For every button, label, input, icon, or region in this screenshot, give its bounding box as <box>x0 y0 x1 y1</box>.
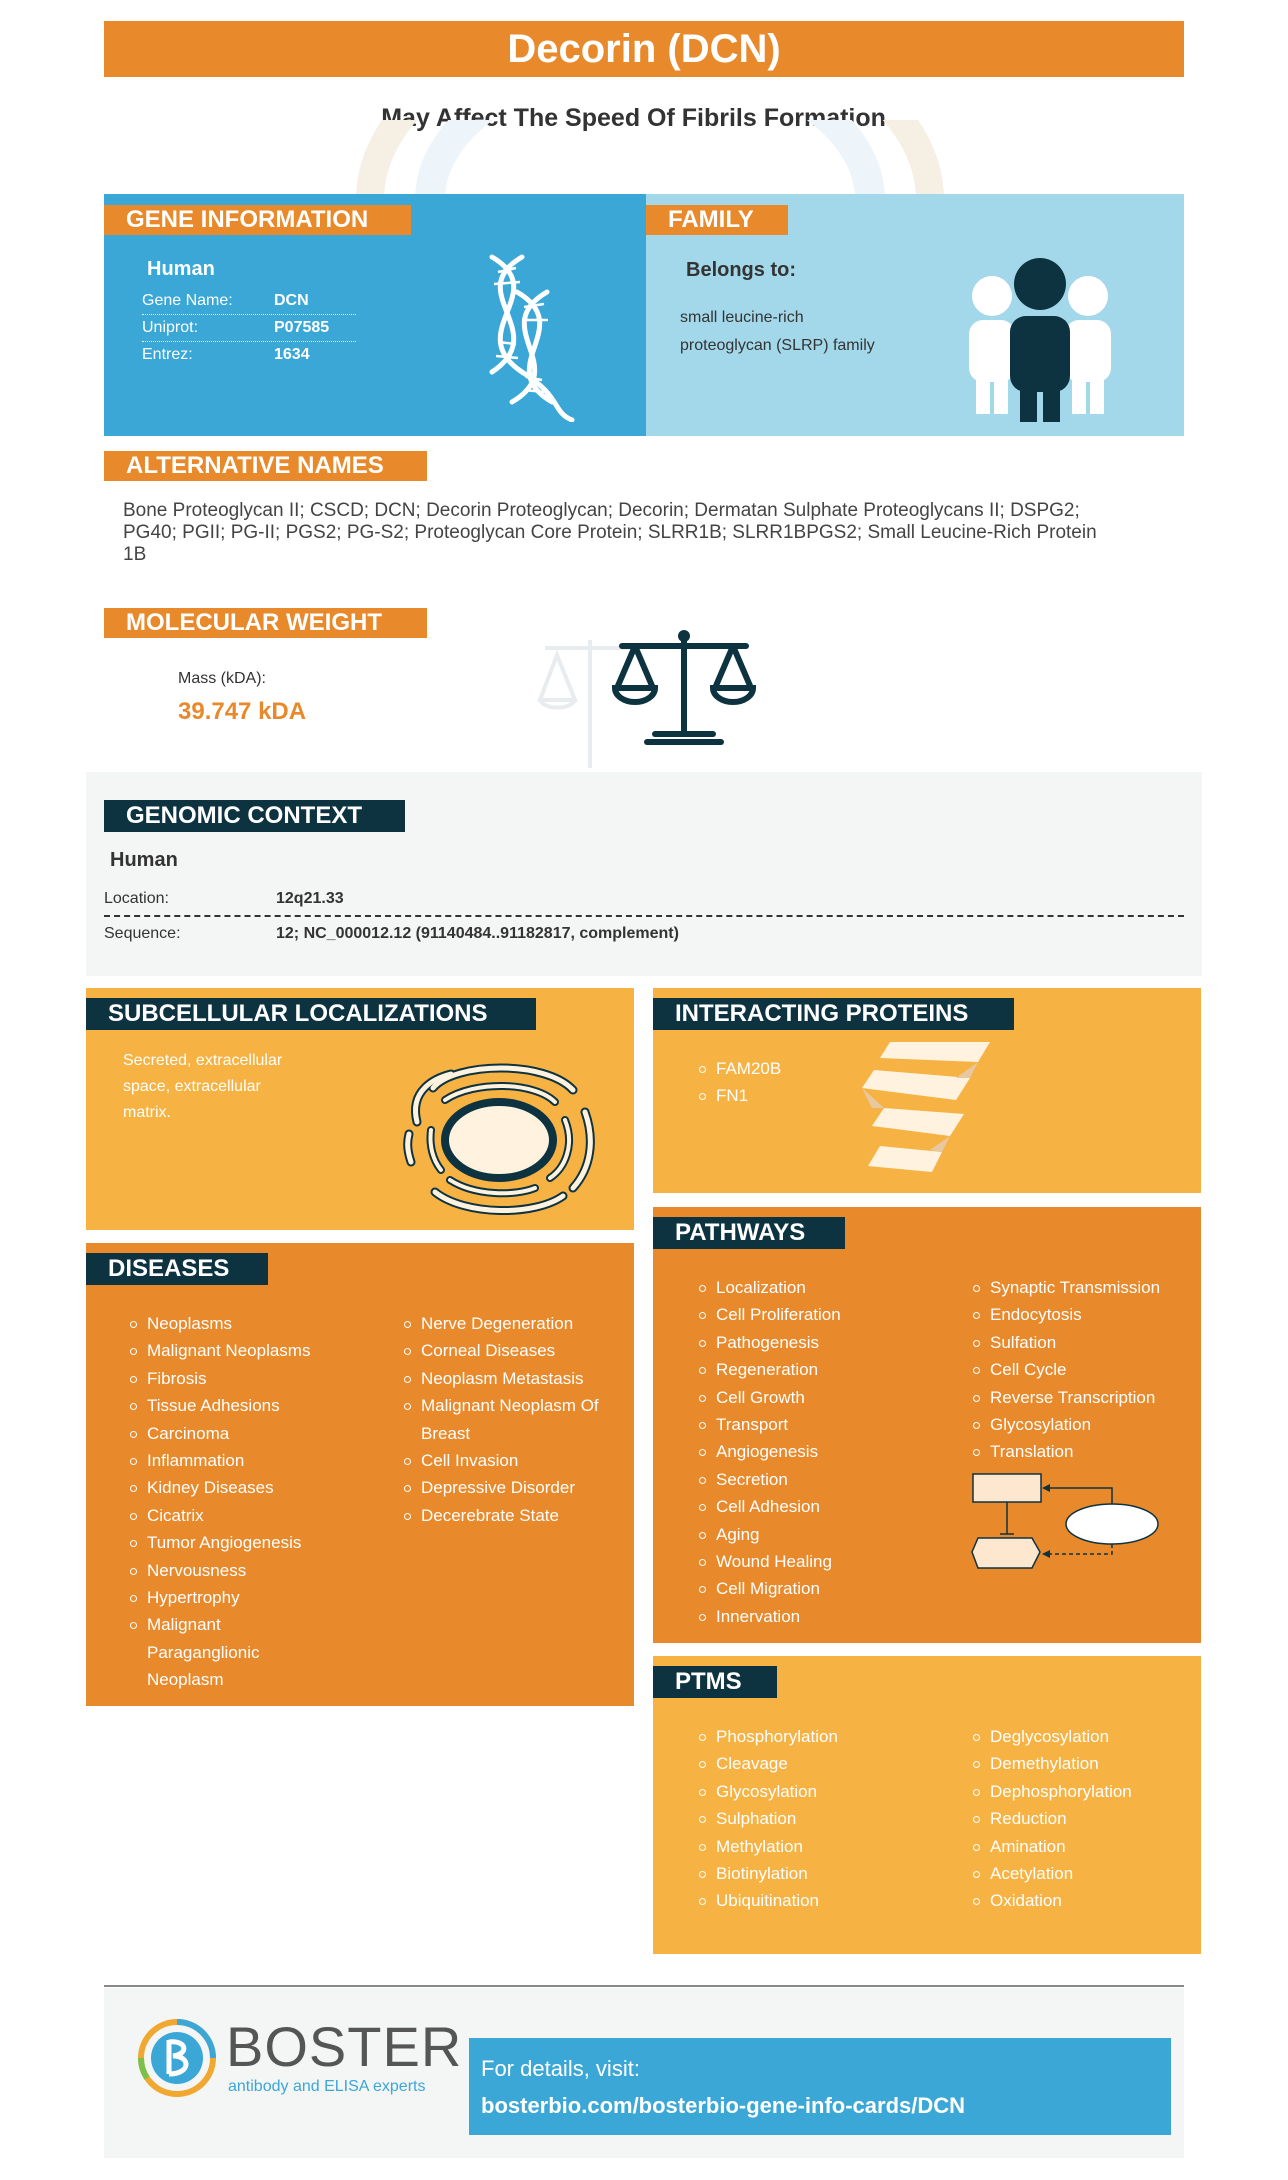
list-item: Amination <box>971 1833 1196 1860</box>
list-item: Inflammation <box>128 1447 328 1474</box>
uniprot-value: P07585 <box>274 319 330 336</box>
mass-label: Mass (kDA): <box>178 670 266 687</box>
list-item: FAM20B <box>697 1055 781 1082</box>
list-item: Ubiquitination <box>697 1887 937 1914</box>
list-item: Cicatrix <box>128 1502 328 1529</box>
list-item: Biotinylation <box>697 1860 937 1887</box>
uniprot-row <box>142 315 356 342</box>
entrez-label: Entrez: <box>142 346 193 363</box>
list-item: Kidney Diseases <box>128 1474 328 1501</box>
mass-value: 39.747 kDA <box>178 698 307 725</box>
list-item: Regeneration <box>697 1356 937 1383</box>
molecular-weight-header: MOLECULAR WEIGHT <box>104 608 427 638</box>
balance-scale-icon <box>535 620 765 770</box>
pathways-list-col1 <box>697 1274 937 1630</box>
list-item: Depressive Disorder <box>402 1474 612 1501</box>
list-item: Glycosylation <box>971 1411 1196 1438</box>
details-box[interactable] <box>469 2038 1171 2135</box>
pathways-list-col2 <box>971 1274 1196 1466</box>
list-item: Reverse Transcription <box>971 1384 1196 1411</box>
interacting-proteins-header: INTERACTING PROTEINS <box>653 998 1014 1030</box>
ptms-header: PTMS <box>653 1666 777 1698</box>
list-item: Neoplasms <box>128 1310 328 1337</box>
alternative-names-line1: Bone Proteoglycan II; CSCD; DCN; Decorin Proteoglycan; Decorin; Dermatan Sulphate Proteoglycans II; DSPG2; <box>123 500 1080 521</box>
list-item: Cell Proliferation <box>697 1301 937 1328</box>
list-item: Nerve Degeneration <box>402 1310 612 1337</box>
footer-divider <box>104 1985 1184 1987</box>
subcellular-header: SUBCELLULAR LOCALIZATIONS <box>86 998 536 1030</box>
protein-helix-icon <box>860 1038 995 1178</box>
pathway-diagram-icon <box>970 1468 1170 1576</box>
family-name-line1: small leucine-rich <box>680 309 804 326</box>
entrez-row <box>142 342 356 369</box>
list-item: Dephosphorylation <box>971 1778 1196 1805</box>
people-group-icon <box>964 256 1116 422</box>
subcellular-line3: matrix. <box>123 1104 171 1121</box>
list-item: Transport <box>697 1411 937 1438</box>
list-item: Aging <box>697 1521 937 1548</box>
pathways-header: PATHWAYS <box>653 1217 845 1249</box>
list-item-continued: Neoplasm <box>147 1670 224 1690</box>
list-item: Malignant Neoplasms <box>128 1337 328 1364</box>
family-belongs-label: Belongs to: <box>686 259 796 281</box>
gene-species: Human <box>147 258 215 280</box>
location-value: 12q21.33 <box>276 890 344 907</box>
list-item: Corneal Diseases <box>402 1337 612 1364</box>
list-item: Reduction <box>971 1805 1196 1832</box>
boster-logo-icon <box>137 2018 217 2098</box>
alternative-names-line3: 1B <box>123 544 147 565</box>
list-item: Translation <box>971 1438 1196 1465</box>
list-item: Oxidation <box>971 1887 1196 1914</box>
subcellular-line1: Secreted, extracellular <box>123 1052 283 1069</box>
list-item: Cell Adhesion <box>697 1493 937 1520</box>
gene-name-value: DCN <box>274 292 309 309</box>
diseases-list-col2 <box>402 1310 612 1529</box>
list-item: Angiogenesis <box>697 1438 937 1465</box>
list-item: Carcinoma <box>128 1420 328 1447</box>
list-item: Nervousness <box>128 1557 328 1584</box>
sequence-value: 12; NC_000012.12 (91140484..91182817, complement) <box>276 925 679 942</box>
genomic-divider <box>104 915 1184 917</box>
list-item: Cell Migration <box>697 1575 937 1602</box>
ptms-list-col1 <box>697 1723 937 1915</box>
list-item: Decerebrate State <box>402 1502 612 1529</box>
list-item: Cell Growth <box>697 1384 937 1411</box>
list-item: Endocytosis <box>971 1301 1196 1328</box>
genomic-species: Human <box>110 849 178 871</box>
subcellular-line2: space, extracellular <box>123 1078 261 1095</box>
diseases-list-col1 <box>128 1310 328 1694</box>
list-item-continued: Breast <box>421 1423 471 1443</box>
interacting-proteins-list <box>697 1055 781 1110</box>
list-item: Cell Cycle <box>971 1356 1196 1383</box>
cell-icon <box>395 1050 605 1220</box>
list-item: Secretion <box>697 1466 937 1493</box>
family-name-line2: proteoglycan (SLRP) family <box>680 337 875 354</box>
dna-icon <box>462 252 612 422</box>
sequence-label: Sequence: <box>104 925 181 942</box>
family-header: FAMILY <box>646 205 788 235</box>
list-item: Innervation <box>697 1603 937 1630</box>
genomic-context-header: GENOMIC CONTEXT <box>104 800 405 832</box>
list-item: Neoplasm Metastasis <box>402 1365 612 1392</box>
list-item: Demethylation <box>971 1750 1196 1777</box>
ptms-list-col2 <box>971 1723 1196 1915</box>
alternative-names-line2: PG40; PGII; PG-II; PGS2; PG-S2; Proteoglycan Core Protein; SLRR1B; SLRR1BPGS2; Small Leucine-Rich Protein <box>123 522 1097 543</box>
gene-name-row <box>142 288 356 315</box>
alternative-names-header: ALTERNATIVE NAMES <box>104 451 427 481</box>
diseases-header: DISEASES <box>86 1253 268 1285</box>
list-item: FN1 <box>697 1082 781 1109</box>
list-item: Fibrosis <box>128 1365 328 1392</box>
list-item: Acetylation <box>971 1860 1196 1887</box>
list-item: Cleavage <box>697 1750 937 1777</box>
list-item: Sulfation <box>971 1329 1196 1356</box>
list-item: Localization <box>697 1274 937 1301</box>
uniprot-label: Uniprot: <box>142 319 199 336</box>
details-label: For details, visit: <box>481 2056 640 2081</box>
list-item: Wound Healing <box>697 1548 937 1575</box>
list-item: Cell Invasion <box>402 1447 612 1474</box>
entrez-value: 1634 <box>274 346 310 363</box>
details-link[interactable]: bosterbio.com/bosterbio-gene-info-cards/DCN <box>481 2093 966 2118</box>
list-item: Phosphorylation <box>697 1723 937 1750</box>
list-item: Pathogenesis <box>697 1329 937 1356</box>
list-item: Deglycosylation <box>971 1723 1196 1750</box>
location-label: Location: <box>104 890 169 907</box>
list-item: Synaptic Transmission <box>971 1274 1196 1301</box>
list-item: Glycosylation <box>697 1778 937 1805</box>
list-item: Sulphation <box>697 1805 937 1832</box>
list-item: Malignant <box>128 1611 328 1638</box>
list-item: Tumor Angiogenesis <box>128 1529 328 1556</box>
boster-brand: BOSTER <box>226 2015 463 2078</box>
gene-name-label: Gene Name: <box>142 292 233 309</box>
background-watermark <box>350 120 950 200</box>
page-title: Decorin (DCN) <box>104 21 1184 77</box>
list-item: Malignant Neoplasm Of <box>402 1392 612 1419</box>
page-subtitle: May Affect The Speed Of Fibrils Formation. . <box>381 104 907 132</box>
boster-tagline: antibody and ELISA experts <box>228 2078 426 2095</box>
list-item: Hypertrophy <box>128 1584 328 1611</box>
gene-information-header: GENE INFORMATION <box>104 205 411 235</box>
list-item: Tissue Adhesions <box>128 1392 328 1419</box>
list-item: Methylation <box>697 1833 937 1860</box>
list-item-continued: Paraganglionic <box>147 1642 260 1662</box>
